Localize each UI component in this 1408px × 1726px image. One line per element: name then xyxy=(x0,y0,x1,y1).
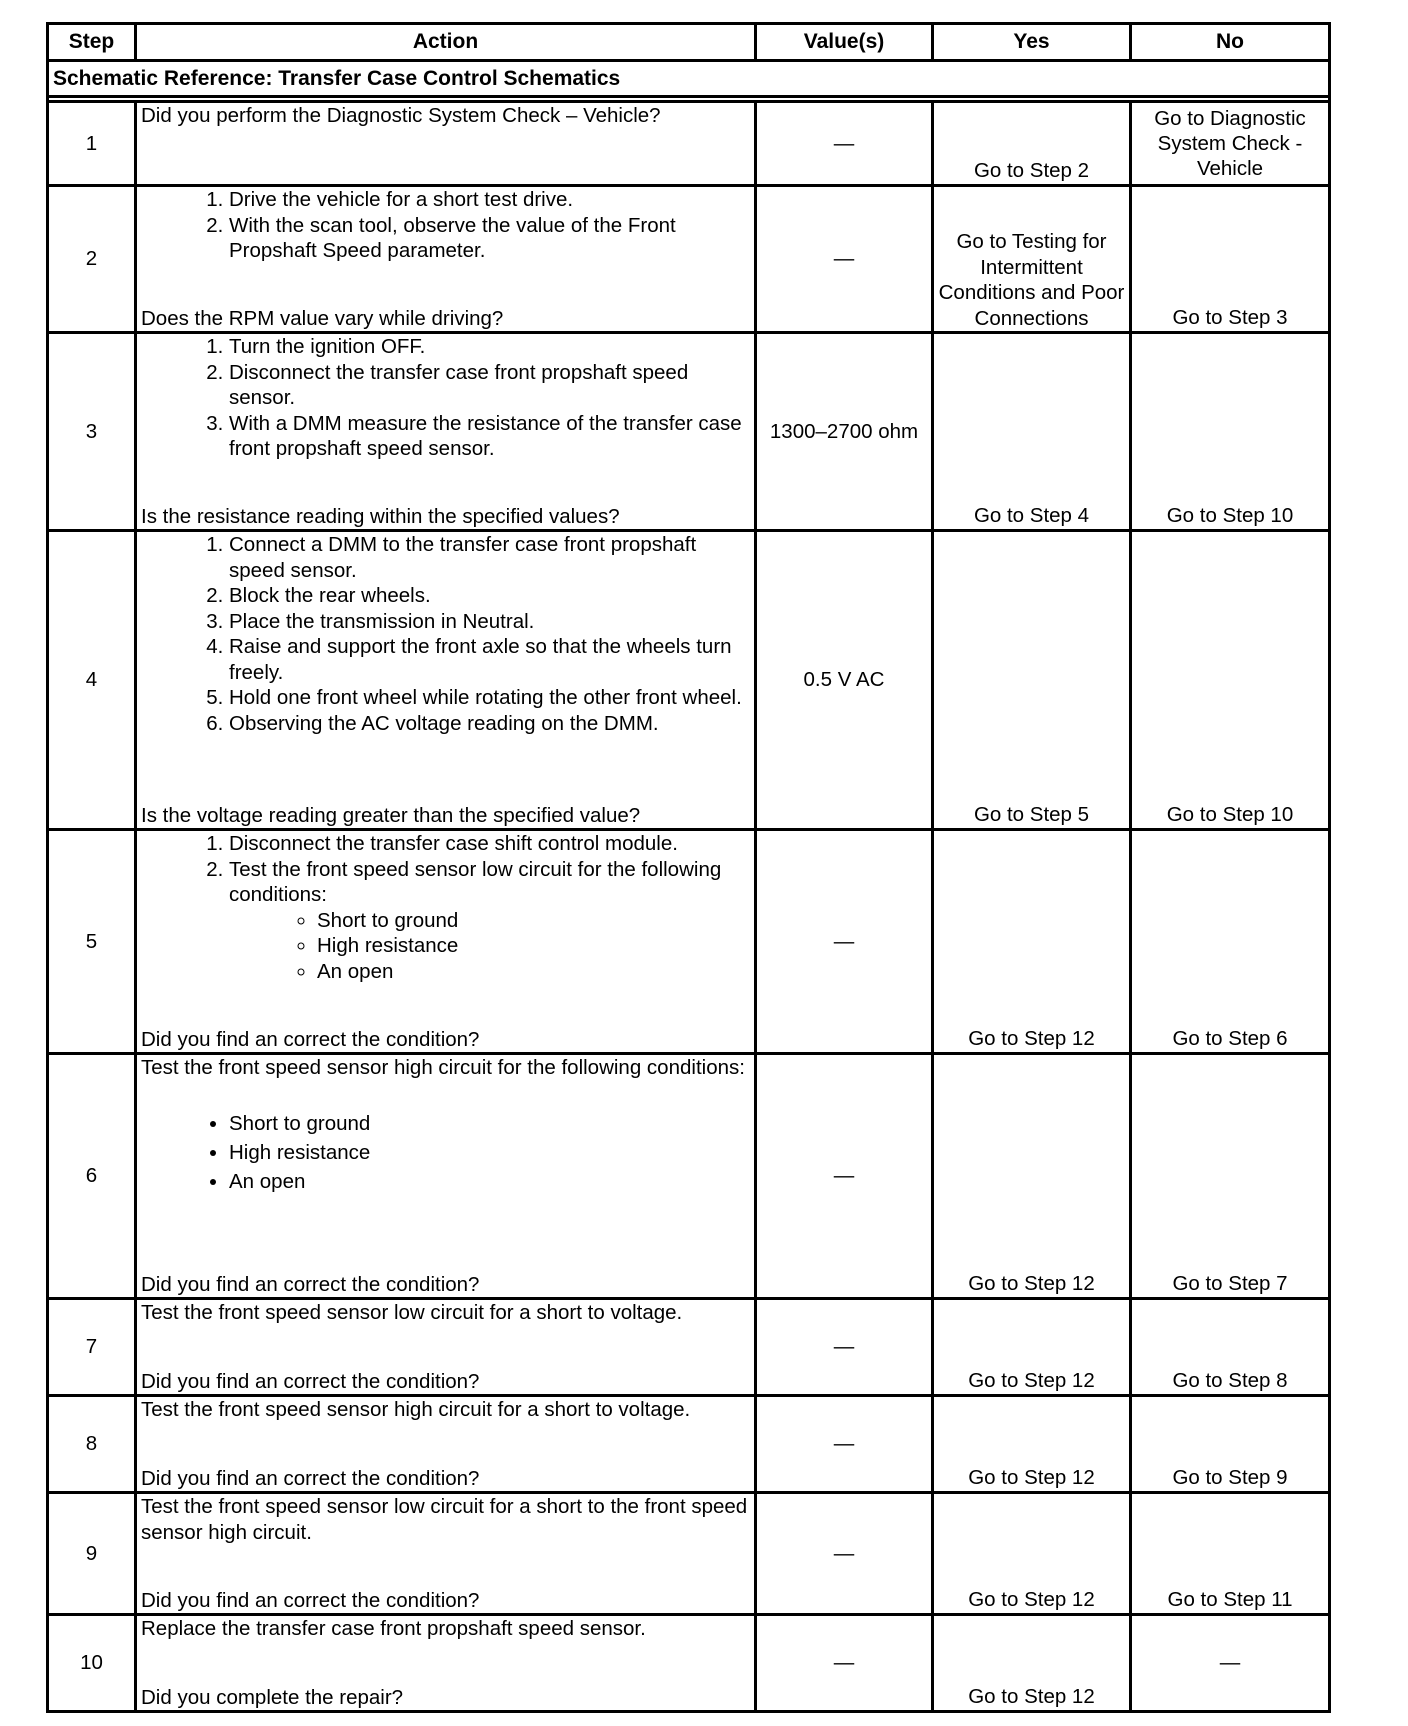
action-step: 1. Connect a DMM to the transfer case front propshaft speed sensor. xyxy=(229,532,750,583)
yes-cell: Go to Step 12 xyxy=(933,1493,1131,1615)
yes-cell: Go to Step 12 xyxy=(933,1396,1131,1493)
action-cell xyxy=(136,1396,756,1493)
yes-cell: Go to Step 5 xyxy=(933,531,1131,830)
step-number: 3 xyxy=(48,333,136,531)
action-step: 1. Drive the vehicle for a short test drive. xyxy=(229,187,750,213)
step-number: 9 xyxy=(48,1493,136,1615)
step-number: 6 xyxy=(48,1054,136,1299)
action-step: 6. Observing the AC voltage reading on the DMM. xyxy=(229,711,750,737)
condition-item: • High resistance xyxy=(229,1138,750,1167)
action-question: Does the RPM value vary while driving? xyxy=(141,306,504,330)
yes-cell: Go to Step 12 xyxy=(933,1299,1131,1396)
yes-cell: Go to Step 12 xyxy=(933,830,1131,1054)
table-row xyxy=(48,1493,1330,1615)
no-cell: Go to Step 10 xyxy=(1131,333,1330,531)
condition-list xyxy=(141,1109,750,1196)
action-steps xyxy=(141,831,750,984)
no-cell: Go to Step 9 xyxy=(1131,1396,1330,1493)
action-text: Test the front speed sensor high circuit for a short to voltage. xyxy=(141,1398,691,1421)
action-step xyxy=(229,857,750,985)
no-cell: — xyxy=(1131,1615,1330,1712)
header-action: Action xyxy=(136,24,756,61)
action-question: Did you find an correct the condition? xyxy=(141,1272,480,1296)
action-steps xyxy=(141,532,750,736)
table-row xyxy=(48,1396,1330,1493)
no-cell: Go to Step 7 xyxy=(1131,1054,1330,1299)
action-text: Test the front speed sensor low circuit for a short to the front speed sensor high circuit. xyxy=(141,1495,748,1544)
action-step: 2. Block the rear wheels. xyxy=(229,583,750,609)
no-cell: Go to Step 10 xyxy=(1131,531,1330,830)
condition-item: • An open xyxy=(229,1167,750,1196)
step-number: 2 xyxy=(48,186,136,333)
header-values: Value(s) xyxy=(756,24,933,61)
yes-cell: Go to Step 12 xyxy=(933,1615,1131,1712)
action-cell xyxy=(136,102,756,186)
value-cell: — xyxy=(756,1396,933,1493)
yes-cell: Go to Step 2 xyxy=(933,102,1131,186)
schematic-reference: Schematic Reference: Transfer Case Control Schematics xyxy=(48,61,1330,97)
action-question: Did you find an correct the condition? xyxy=(141,1027,480,1051)
no-cell: Go to Step 6 xyxy=(1131,830,1330,1054)
action-question: Did you find an correct the condition? xyxy=(141,1369,480,1393)
no-cell: Go to Step 11 xyxy=(1131,1493,1330,1615)
no-cell: Go to Diagnostic System Check - Vehicle xyxy=(1131,102,1330,186)
step-number: 1 xyxy=(48,102,136,186)
action-step: 5. Hold one front wheel while rotating the other front wheel. xyxy=(229,685,750,711)
action-question: Did you complete the repair? xyxy=(141,1685,404,1709)
step-number: 5 xyxy=(48,830,136,1054)
yes-cell: Go to Step 12 xyxy=(933,1054,1131,1299)
yes-cell: Go to Testing for Intermittent Conditions and Poor Connections xyxy=(933,186,1131,333)
action-text: Replace the transfer case front propshaft speed sensor. xyxy=(141,1617,646,1640)
no-cell: Go to Step 3 xyxy=(1131,186,1330,333)
condition-item: ◦ Short to ground xyxy=(317,908,750,934)
step-number: 10 xyxy=(48,1615,136,1712)
action-cell xyxy=(136,1615,756,1712)
action-cell xyxy=(136,186,756,333)
table-row xyxy=(48,1615,1330,1712)
value-cell: — xyxy=(756,186,933,333)
table-row xyxy=(48,333,1330,531)
action-step-text: Test the front speed sensor low circuit for the following conditions: xyxy=(229,857,722,906)
action-cell xyxy=(136,830,756,1054)
action-cell xyxy=(136,333,756,531)
yes-cell: Go to Step 4 xyxy=(933,333,1131,531)
step-number: 8 xyxy=(48,1396,136,1493)
condition-item: ◦ An open xyxy=(317,959,750,985)
value-cell: — xyxy=(756,1615,933,1712)
schematic-reference-row xyxy=(48,61,1330,97)
diagnostic-table xyxy=(46,22,1331,1713)
action-step: 3. With a DMM measure the resistance of the transfer case front propshaft speed sensor. xyxy=(229,411,750,462)
action-step: 3. Place the transmission in Neutral. xyxy=(229,609,750,635)
table-row xyxy=(48,1054,1330,1299)
header-yes: Yes xyxy=(933,24,1131,61)
action-step: 2. Disconnect the transfer case front propshaft speed sensor. xyxy=(229,360,750,411)
value-cell: — xyxy=(756,1299,933,1396)
condition-item: ◦ High resistance xyxy=(317,933,750,959)
action-text: Did you perform the Diagnostic System Check – Vehicle? xyxy=(141,104,661,127)
action-step: 2. With the scan tool, observe the value of the Front Propshaft Speed parameter. xyxy=(229,213,750,264)
action-cell xyxy=(136,1299,756,1396)
action-cell xyxy=(136,1054,756,1299)
step-number: 7 xyxy=(48,1299,136,1396)
value-cell: — xyxy=(756,830,933,1054)
value-cell: 1300–2700 ohm xyxy=(756,333,933,531)
action-step: 1. Turn the ignition OFF. xyxy=(229,334,750,360)
action-step: 1. Disconnect the transfer case shift control module. xyxy=(229,831,750,857)
table-row xyxy=(48,186,1330,333)
value-cell: — xyxy=(756,1493,933,1615)
step-number: 4 xyxy=(48,531,136,830)
condition-list xyxy=(229,908,750,985)
table-row xyxy=(48,1299,1330,1396)
table-row xyxy=(48,830,1330,1054)
value-cell: — xyxy=(756,102,933,186)
value-cell: — xyxy=(756,1054,933,1299)
table-row xyxy=(48,531,1330,830)
no-cell: Go to Step 8 xyxy=(1131,1299,1330,1396)
action-step: 4. Raise and support the front axle so that the wheels turn freely. xyxy=(229,634,750,685)
header-no: No xyxy=(1131,24,1330,61)
action-steps xyxy=(141,187,750,264)
action-cell xyxy=(136,531,756,830)
table-row xyxy=(48,102,1330,186)
action-question: Is the resistance reading within the specified values? xyxy=(141,504,620,528)
action-steps xyxy=(141,334,750,462)
action-question: Is the voltage reading greater than the specified value? xyxy=(141,803,641,827)
action-text: Test the front speed sensor low circuit for a short to voltage. xyxy=(141,1301,683,1324)
action-cell xyxy=(136,1493,756,1615)
header-step: Step xyxy=(48,24,136,61)
action-question: Did you find an correct the condition? xyxy=(141,1466,480,1490)
action-question: Did you find an correct the condition? xyxy=(141,1588,480,1612)
header-row xyxy=(48,24,1330,61)
value-cell: 0.5 V AC xyxy=(756,531,933,830)
action-text: Test the front speed sensor high circuit for the following conditions: xyxy=(141,1056,745,1079)
condition-item: • Short to ground xyxy=(229,1109,750,1138)
